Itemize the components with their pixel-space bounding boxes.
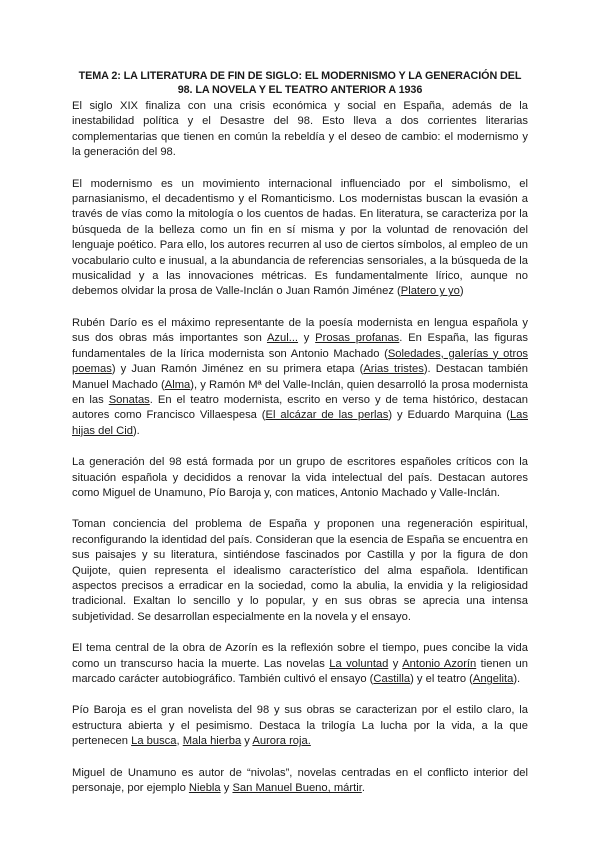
work-title-aurora-roja: Aurora roja. [252,735,311,748]
work-title-alma: Alma [164,378,191,391]
work-title-sonatas: Sonatas [108,393,150,406]
paragraph-intro: El siglo XIX finaliza con una crisis económica y social en España, además de la inestabilidad política y el Desastre del 98. Esto lleva a dos corrientes literarias complementarias que tienen en común la rebeldía y el deseo de cambio: el modernismo y la generación del 98. [72,100,528,159]
paragraph-azorin [72,641,528,687]
text-run: . En España, las figuras fundamentales de la lírica modernista son Antonio Machado ( [72,332,528,360]
work-title-angelita: Angelita [472,673,514,685]
work-title-antonio-azorin: Antonio Azorín [402,657,477,670]
work-title-prosas-profanas: Prosas profanas [315,332,400,345]
paragraph-baroja [72,703,528,749]
paragraph-generation-98: La generación del 98 está formada por un grupo de escritores españoles críticos con la situación española y decididos a renovar la vida intelectual del país. Destacan autores como Miguel de Unamuno, Pío Baroja y, con matices, Antonio Machado y Valle-Inclán. [72,456,528,499]
text-run: ), y Ramón Mª del Valle-Inclán, quien desarrolló la prosa modernista en las [72,378,528,406]
paragraph-unamuno [72,766,528,797]
work-title-azul: Azul... [266,332,299,345]
text-run: tienen un marcado carácter autobiográfico. También cultivó el ensayo ( [72,657,528,685]
text-run: ) [459,285,464,298]
work-title-hijas-cid: Las hijas del Cid [72,409,528,437]
work-title-castilla: Castilla [373,673,411,685]
paragraph-modernism [72,177,528,300]
text-run: ). [513,673,521,685]
work-title-san-manuel: San Manuel Bueno, mártir [232,782,362,795]
work-title-platero: Platero y yo [400,285,460,298]
document-page [72,70,528,812]
text-run: ) y Juan Ramón Jiménez en su primera etapa ( [111,363,364,376]
text-run: Pío Baroja es el gran novelista del 98 y sus obras se caracterizan por el estilo claro, la estructura abierta y el pesimismo. Destaca la trilogía La lucha por la vida, a la que pertenecen [72,704,528,748]
work-title-mala-hierba: Mala hierba [182,735,242,748]
work-title-arias-tristes: Arias tristes [363,363,424,376]
paragraph-regeneration: Toman conciencia del problema de España y proponen una regeneración espiritual, reconfigurando la identidad del país. Consideran que la esencia de España se encuentra en sus paisajes y su literatura, sintiéndose fascinados por Castilla y por la figura de don Quijote, quien representa el idealismo característico del alma española. Identifican aspectos precisos a erradicar en la sociedad, como la abulia, la envidia y la religiosidad tradicional. Exaltan lo sencillo y lo popular, y en sus obras se aprecia una intensa subjetividad. Se desarrollan especialmente en la novela y el ensayo. [72,518,528,623]
work-title-alcazar-perlas: El alcázar de las perlas [265,409,389,422]
work-title-la-busca: La busca [131,735,177,748]
document-title: TEMA 2: LA LITERATURA DE FIN DE SIGLO: EL MODERNISMO Y LA GENERACIÓN DEL 98. LA NOVELA Y EL TEATRO ANTERIOR A 1936 [78,70,522,96]
text-run: El tema central de la obra de Azorín es la reflexión sobre el tiempo, pues concibe la vida como un transcurso hacia la muerte. Las novelas [72,642,528,670]
text-run: ) y el teatro ( [410,673,473,685]
text-run: . [361,782,365,795]
text-run: ). Destacan también Manuel Machado ( [72,363,528,391]
text-run: . En el teatro modernista, escrito en verso y de tema histórico, destacan autores como Francisco Villaespesa ( [72,393,528,422]
text-run: Rubén Darío es el máximo representante de la poesía modernista en lengua española y sus dos obras más importantes son [72,316,528,345]
text-run: , [176,735,183,748]
text-run: El modernismo es un movimiento internacional influenciado por el simbolismo, el parnasianismo, el decadentismo y el Romanticismo. Los modernistas buscan la evasión a través de vías como la mitología o los cuentos de hadas. En literatura, se caracteriza por la búsqueda de la belleza como un fin en sí misma y por la voluntad de renovación del lenguaje poético. Para ello, los autores recurren al uso de ciertos símbolos, al empleo de un vocabulario culto e inusual, a la abundancia de referencias sensoriales, a la búsqueda de la musicalidad y a las innovaciones métricas. Es fundamentalmente lírico, aunque no debemos olvidar la prosa de Valle-Inclán o Juan Ramón Jiménez ( [72,177,528,298]
work-title-la-voluntad: La voluntad [329,657,389,670]
text-run: y [298,332,316,345]
text-run: ) y Eduardo Marquina ( [388,409,510,422]
paragraph-ruben-dario [72,316,528,439]
work-title-niebla: Niebla [188,782,221,795]
text-run: Miguel de Unamuno es autor de “nivolas”, novelas centradas en el conflicto interior del personaje, por ejemplo [72,766,528,795]
work-title-soledades: Soledades, galerías y otros poemas [72,347,529,376]
text-run: y [220,782,233,795]
text-run: ). [132,424,140,437]
text-run: y [388,657,403,670]
text-run: y [241,735,253,748]
